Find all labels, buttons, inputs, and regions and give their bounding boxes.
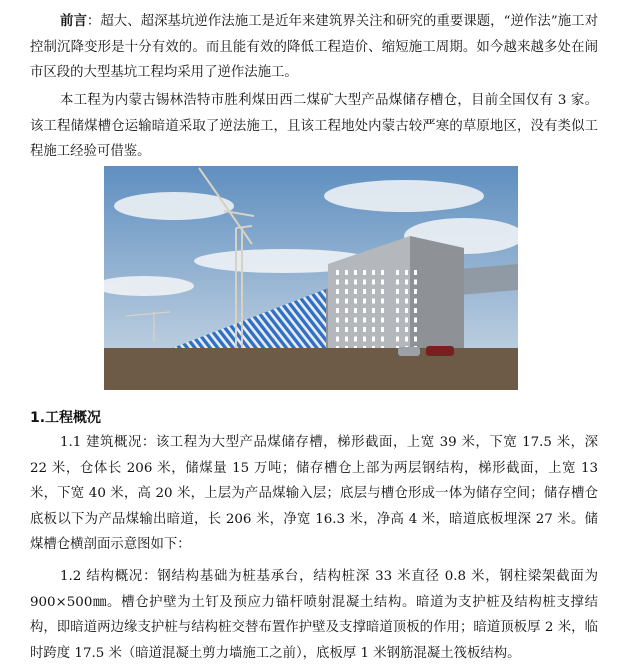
building-window [381, 337, 384, 342]
project-paragraph: 本工程为内蒙古锡林浩特市胜利煤田西二煤矿大型产品煤储存槽仓，目前全国仅有 3 家。该工程储煤槽仓运输暗道采取了逆法施工，且该工程地处内蒙古较严寒的草原地区，没有类似工程施工经验可借鉴。 [30, 93, 598, 160]
building-window [414, 299, 417, 304]
building-window [405, 280, 408, 285]
building-window [396, 299, 399, 304]
building-window [363, 270, 366, 275]
building-window [405, 337, 408, 342]
building-window [354, 337, 357, 342]
building-window [405, 318, 408, 323]
intro-text: ：超大、超深基坑逆作法施工是近年来建筑界关注和研究的重要课题，“逆作法”施工对控制沉降变形是十分有效的。而且能有效的降低工程造价、缩短施工周期。如今越来越多处在闹市区段的大型基坑工程均采用了逆作法施工。 [30, 14, 598, 81]
building-window [372, 299, 375, 304]
building-window [381, 289, 384, 294]
building-window [354, 327, 357, 332]
building-window [354, 308, 357, 313]
building-window [405, 308, 408, 313]
building-window [336, 308, 339, 313]
building-window [354, 318, 357, 323]
building-window [372, 280, 375, 285]
building-window [345, 289, 348, 294]
building-window [405, 327, 408, 332]
building-window [381, 280, 384, 285]
building-window [405, 270, 408, 275]
building-window [336, 327, 339, 332]
ground [104, 348, 518, 390]
building-window [396, 289, 399, 294]
building-window [336, 318, 339, 323]
building-window [354, 299, 357, 304]
building-window [363, 308, 366, 313]
building-window [336, 337, 339, 342]
intro-lead: 前言 [60, 13, 87, 29]
building-window [336, 280, 339, 285]
building-window [354, 280, 357, 285]
building-window [363, 280, 366, 285]
architecture-paragraph: 1.1 建筑概况：该工程为大型产品煤储存槽，梯形截面，上宽 39 米，下宽 17.5 米，深 22 米，仓体长 206 米，储煤量 15 万吨；储存槽仓上部为两层钢结构，梯形截面，上宽 13 米，下宽 40 米，高 20 米，上层为产品煤输入层；底层与槽仓形成一体为储存空间；储存槽仓底板以下为产品煤输出暗道，长 206 米，净宽 16.3 米，净高 4 米，暗道底板埋深 27 米。储煤槽仓横剖面示意图如下： [30, 435, 598, 553]
building-window [396, 270, 399, 275]
building-window [414, 280, 417, 285]
building-window [372, 318, 375, 323]
structure-paragraph: 1.2 结构概况：钢结构基础为桩基承台，结构桩深 33 米直径 0.8 米，钢柱梁架截面为 900×500㎜。槽仓护壁为土钉及预应力锚杆喷射混凝土结构。暗道为支护桩及结构桩支撑结构，即暗道两边缘支护桩与结构桩交替布置作护壁及支撑暗道顶板的作用；暗道顶板厚 2 米，临时跨度 17.5 米（暗道混凝土剪力墙施工之前），底板厚 1 米钢筋混凝土筏板结构。 [30, 569, 598, 661]
building-window [414, 308, 417, 313]
building-window [372, 289, 375, 294]
building-window [372, 270, 375, 275]
building-window [396, 337, 399, 342]
building-window [345, 308, 348, 313]
building-window [381, 327, 384, 332]
building-window [345, 270, 348, 275]
building-window [381, 270, 384, 275]
construction-photo [104, 166, 518, 390]
building-window [396, 280, 399, 285]
building-window [354, 289, 357, 294]
building-window [372, 308, 375, 313]
building-window [405, 299, 408, 304]
parked-van [398, 347, 420, 356]
intro-paragraph [30, 9, 598, 86]
building-window [336, 299, 339, 304]
section-heading-overview: 1.工程概况 [30, 410, 102, 426]
building-window [372, 337, 375, 342]
building-window [354, 270, 357, 275]
building-window [381, 299, 384, 304]
building-window [414, 327, 417, 332]
construction-photo-graphic [104, 166, 518, 390]
building-window [363, 337, 366, 342]
building-window [396, 318, 399, 323]
building-window [405, 289, 408, 294]
building-window [345, 337, 348, 342]
building-window [363, 299, 366, 304]
building-window [345, 327, 348, 332]
building-window [414, 289, 417, 294]
building-window [363, 289, 366, 294]
storage-building-side [410, 236, 464, 358]
building-window [381, 308, 384, 313]
building-window [414, 270, 417, 275]
building-window [381, 318, 384, 323]
building-window [396, 308, 399, 313]
building-window [414, 318, 417, 323]
building-window [363, 318, 366, 323]
building-window [336, 270, 339, 275]
building-window [363, 327, 366, 332]
building-window [396, 327, 399, 332]
building-window [345, 318, 348, 323]
parked-car [426, 346, 454, 356]
building-window [372, 327, 375, 332]
building-window [336, 289, 339, 294]
building-window [345, 280, 348, 285]
building-window [345, 299, 348, 304]
building-window [414, 337, 417, 342]
